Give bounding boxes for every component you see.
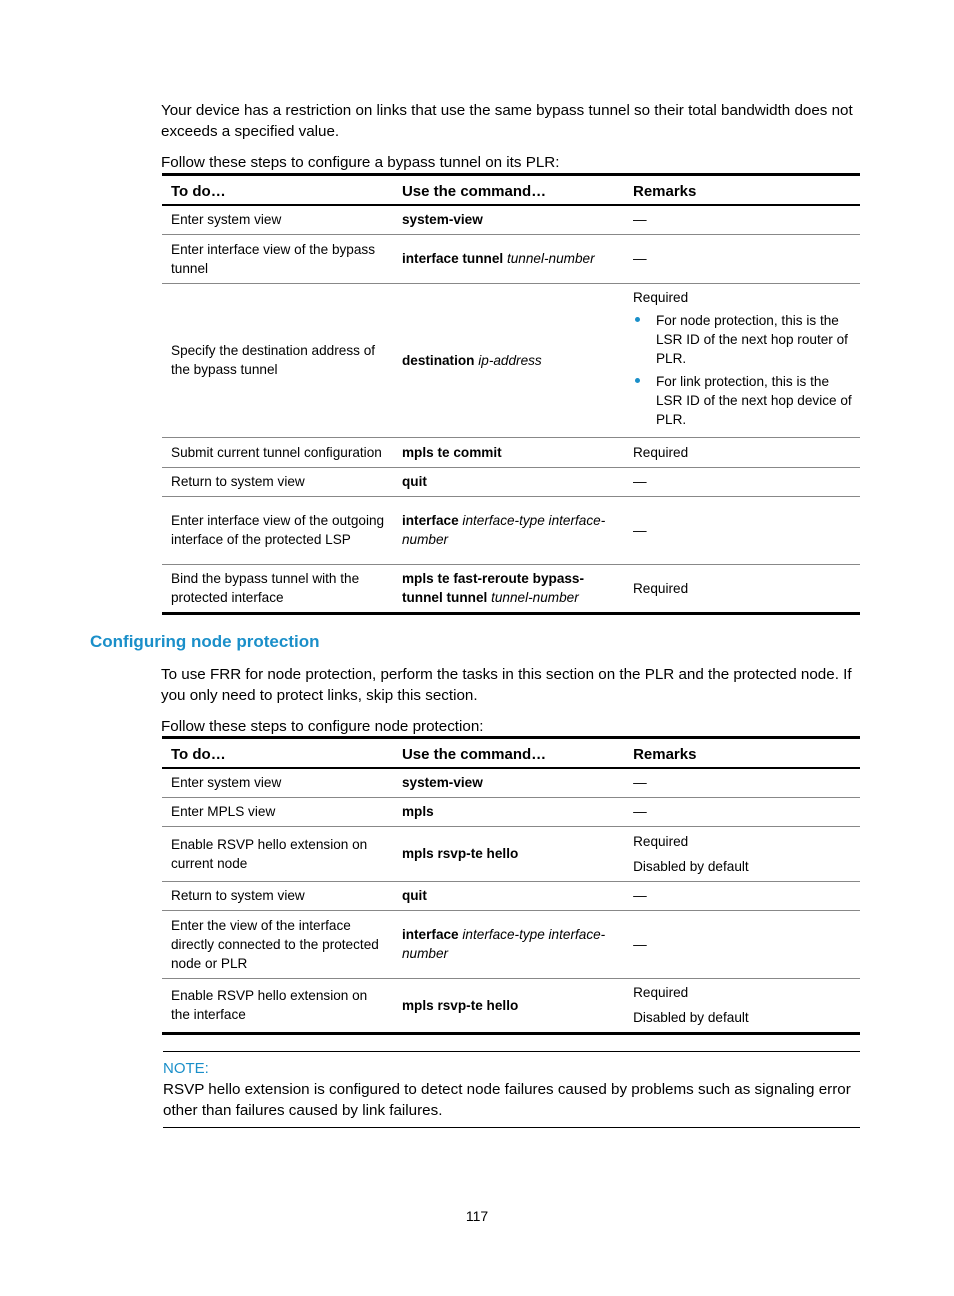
note-box: [163, 1051, 860, 1128]
header-command: Use the command…: [393, 175, 624, 206]
table-row: [162, 437, 860, 467]
header-todo: To do…: [162, 738, 393, 769]
table1-caption: Follow these steps to configure a bypass tunnel on its PLR:: [161, 154, 560, 171]
table-header-row: [162, 175, 860, 206]
remark-text: Disabled by default: [633, 858, 749, 874]
table-row: [162, 910, 860, 978]
command-cell: [393, 978, 624, 1033]
todo-cell: Return to system view: [162, 467, 393, 496]
command-cell: [393, 496, 624, 564]
command-cell: [393, 564, 624, 613]
command-cell: [393, 881, 624, 910]
command-keyword: destination: [401, 352, 475, 368]
page-number: 117: [465, 1208, 489, 1224]
command-argument: interface-type interface-number: [401, 513, 606, 547]
remarks-cell: —: [624, 205, 860, 234]
command-argument: ip-address: [478, 352, 542, 368]
header-todo: To do…: [162, 175, 393, 206]
todo-cell: Enter the view of the interface directly connected to the protected node or PLR: [162, 910, 393, 978]
command-keyword: system-view: [401, 212, 483, 228]
remarks-cell: —: [624, 496, 860, 564]
remark-text: Disabled by default: [633, 1010, 749, 1025]
table2-caption: Follow these steps to configure node protection:: [161, 718, 484, 735]
todo-cell: Enable RSVP hello extension on the interface: [162, 978, 393, 1033]
command-cell: [393, 205, 624, 234]
table-row: [162, 283, 860, 437]
node-protection-paragraph: To use FRR for node protection, perform the tasks in this section on the PLR and the protected node. If you only need to protect links, skip this section.: [161, 666, 852, 704]
remarks-cell: —: [624, 234, 860, 283]
command-cell: [393, 283, 624, 437]
note-text: RSVP hello extension is configured to detect node failures caused by problems such as signaling error other than failures caused by link failures.: [163, 1081, 851, 1119]
table-row: [162, 826, 860, 881]
todo-cell: Enter system view: [162, 205, 393, 234]
header-command: Use the command…: [393, 738, 624, 769]
command-keyword: quit: [401, 474, 427, 489]
command-keyword: mpls te fast-reroute bypass-tunnel: [401, 571, 585, 605]
command-keyword: quit: [401, 888, 427, 903]
command-argument: interface-type interface-number: [401, 927, 606, 961]
remarks-cell: —: [624, 768, 860, 797]
remarks-cell: —: [624, 797, 860, 826]
table-row: [162, 564, 860, 613]
table-row: [162, 881, 860, 910]
todo-cell: Return to system view: [162, 881, 393, 910]
command-cell: [393, 910, 624, 978]
command-keyword: tunnel: [446, 590, 488, 605]
table-row: [162, 205, 860, 234]
remarks-cell: [624, 826, 860, 881]
table-row: [162, 768, 860, 797]
remarks-cell: [624, 978, 860, 1033]
command-keyword: mpls rsvp-te hello: [401, 846, 519, 861]
bypass-tunnel-table: [162, 173, 860, 615]
command-keyword: interface tunnel: [401, 251, 504, 266]
table-row: [162, 978, 860, 1033]
remark-text: Required: [632, 289, 689, 305]
remarks-cell: —: [624, 467, 860, 496]
list-item: For link protection, this is the LSR ID of the next hop device of PLR.: [633, 372, 852, 429]
remark-text: Required: [633, 833, 689, 849]
todo-cell: Specify the destination address of the bypass tunnel: [162, 283, 393, 437]
todo-cell: Enter interface view of the bypass tunnel: [162, 234, 393, 283]
command-keyword: system-view: [401, 775, 483, 791]
remarks-cell: —: [624, 881, 860, 910]
table-header-row: [162, 738, 860, 769]
command-cell: [393, 826, 624, 881]
remark-bullet-list: [633, 311, 852, 429]
command-cell: [393, 234, 624, 283]
remark-text: Required: [633, 985, 689, 1000]
command-cell: [393, 768, 624, 797]
table-row: [162, 797, 860, 826]
command-keyword: mpls: [401, 804, 434, 819]
command-argument: tunnel-number: [491, 590, 579, 605]
command-keyword: interface: [401, 513, 459, 528]
command-keyword: interface: [401, 927, 459, 942]
todo-cell: Submit current tunnel configuration: [162, 437, 393, 467]
node-protection-table: [162, 736, 860, 1035]
todo-cell: Enter system view: [162, 768, 393, 797]
todo-cell: Enable RSVP hello extension on current node: [162, 826, 393, 881]
remarks-cell: [624, 283, 860, 437]
table-row: [162, 496, 860, 564]
remarks-cell: —: [624, 910, 860, 978]
command-argument: tunnel-number: [506, 251, 595, 266]
todo-cell: Bind the bypass tunnel with the protected interface: [162, 564, 393, 613]
table-row: [162, 234, 860, 283]
intro-paragraph: Your device has a restriction on links that use the same bypass tunnel so their total bandwidth does not exceeds a specified value.: [161, 102, 853, 140]
todo-cell: Enter MPLS view: [162, 797, 393, 826]
header-remarks: Remarks: [624, 738, 860, 769]
remarks-cell: Required: [624, 437, 860, 467]
command-cell: [393, 437, 624, 467]
section-heading: Configuring node protection: [90, 632, 320, 651]
table-row: [162, 467, 860, 496]
list-item: For node protection, this is the LSR ID of the next hop router of PLR.: [633, 311, 852, 368]
command-cell: [393, 797, 624, 826]
remarks-cell: Required: [624, 564, 860, 613]
todo-cell: Enter interface view of the outgoing interface of the protected LSP: [162, 496, 393, 564]
command-cell: [393, 467, 624, 496]
note-label: NOTE:: [163, 1060, 209, 1077]
command-keyword: mpls rsvp-te hello: [401, 997, 519, 1013]
command-keyword: mpls te commit: [401, 444, 502, 460]
header-remarks: Remarks: [624, 175, 860, 206]
